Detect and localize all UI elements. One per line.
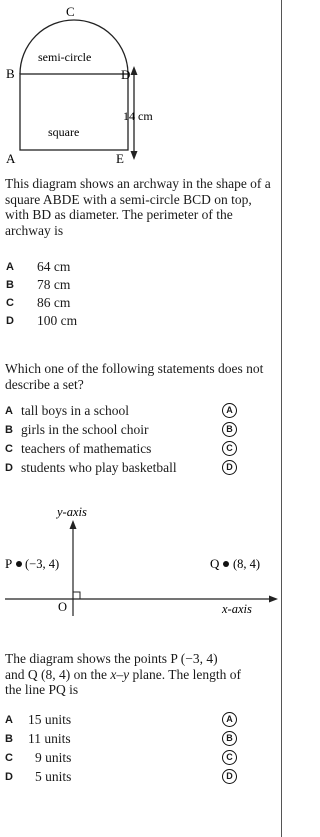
q1-option-d-letter: D [6,315,14,327]
q1-option-a-text: 64 cm [37,259,71,274]
q1-option-a-letter: A [6,261,14,273]
q3-option-d-letter: D [5,771,13,783]
q2-answer-circle-b[interactable]: B [222,422,237,437]
point-p-coordinates: (−3, 4) [25,557,60,571]
question-3-line-2a: and Q (8, 4) on the [5,666,111,682]
height-arrow-bottom [131,151,138,160]
semicircle-label: semi-circle [38,50,92,64]
x-axis-label: x-axis [222,602,252,616]
q3-answer-circle-c[interactable]: C [222,750,237,765]
q3-option-c-letter: C [5,752,13,764]
q2-option-b-text: girls in the school choir [21,422,149,437]
q3-option-a-letter: A [5,714,13,726]
point-q-coordinates: (8, 4) [233,557,261,571]
right-angle-marker [73,592,80,599]
q2-answer-circle-d[interactable]: D [222,460,237,475]
question-3-text [5,651,283,698]
point-d-label: D [121,67,131,82]
point-q-label: Q [210,556,220,571]
question-3-line-2 [5,667,283,683]
y-axis-arrow [70,520,77,529]
q3-option-d-text: 5 units [35,769,72,784]
q2-option-b-letter: B [5,424,13,436]
q2-option-a-text: tall boys in a school [21,403,129,418]
height-arrow-top [131,66,138,75]
side-length-label: 14 cm [123,109,153,123]
q2-answer-circle-a[interactable]: A [222,403,237,418]
semicircle-arc [20,20,128,74]
q3-answer-circle-d[interactable]: D [222,769,237,784]
q2-answer-circle-c[interactable]: C [222,441,237,456]
point-q-dot [223,561,229,567]
q1-option-d-text: 100 cm [37,313,78,328]
q2-option-c-letter: C [5,443,13,455]
point-b-label: B [6,66,15,81]
q2-option-c-text: teachers of mathematics [21,441,152,456]
q1-option-c-letter: C [6,297,14,309]
q1-option-c-text: 86 cm [37,295,71,310]
q3-option-b-letter: B [5,733,13,745]
q2-option-d-text: students who play basketball [21,460,177,475]
q3-option-a-text: 15 units [28,712,72,727]
question-2-text: Which one of the following statements does not describe a set? [5,361,264,392]
q1-option-b-letter: B [6,279,14,291]
coordinate-plane-graph [0,498,288,618]
question-3-line-3: the line PQ is [5,682,79,698]
point-e-label: E [116,151,124,166]
q3-option-c-text: 9 units [35,750,72,765]
origin-label: O [58,600,68,614]
q2-option-d-letter: D [5,462,13,474]
point-p-dot [16,561,22,567]
point-c-label: C [66,4,75,19]
question-1-text: This diagram shows an archway in the shape of a square ABDE with a semi-circle BCD on top, with BD as diameter. The perimeter of the archway is [5,176,271,238]
point-a-label: A [6,151,16,166]
x-axis-arrow [269,596,278,603]
q3-answer-circle-a[interactable]: A [222,712,237,727]
point-p-label: P [5,556,13,571]
question-3-line-2c: plane. The length of [129,666,241,682]
q1-option-b-text: 78 cm [37,277,71,292]
y-axis-label: y-axis [57,505,87,519]
question-3-plane-name: x–y [110,666,130,682]
square-label: square [48,125,80,139]
archway-diagram [0,0,288,170]
q3-answer-circle-b[interactable]: B [222,731,237,746]
question-3-line-1: The diagram shows the points P (−3, 4) [5,651,218,666]
q2-option-a-letter: A [5,405,13,417]
q3-option-b-text: 11 units [28,731,71,746]
